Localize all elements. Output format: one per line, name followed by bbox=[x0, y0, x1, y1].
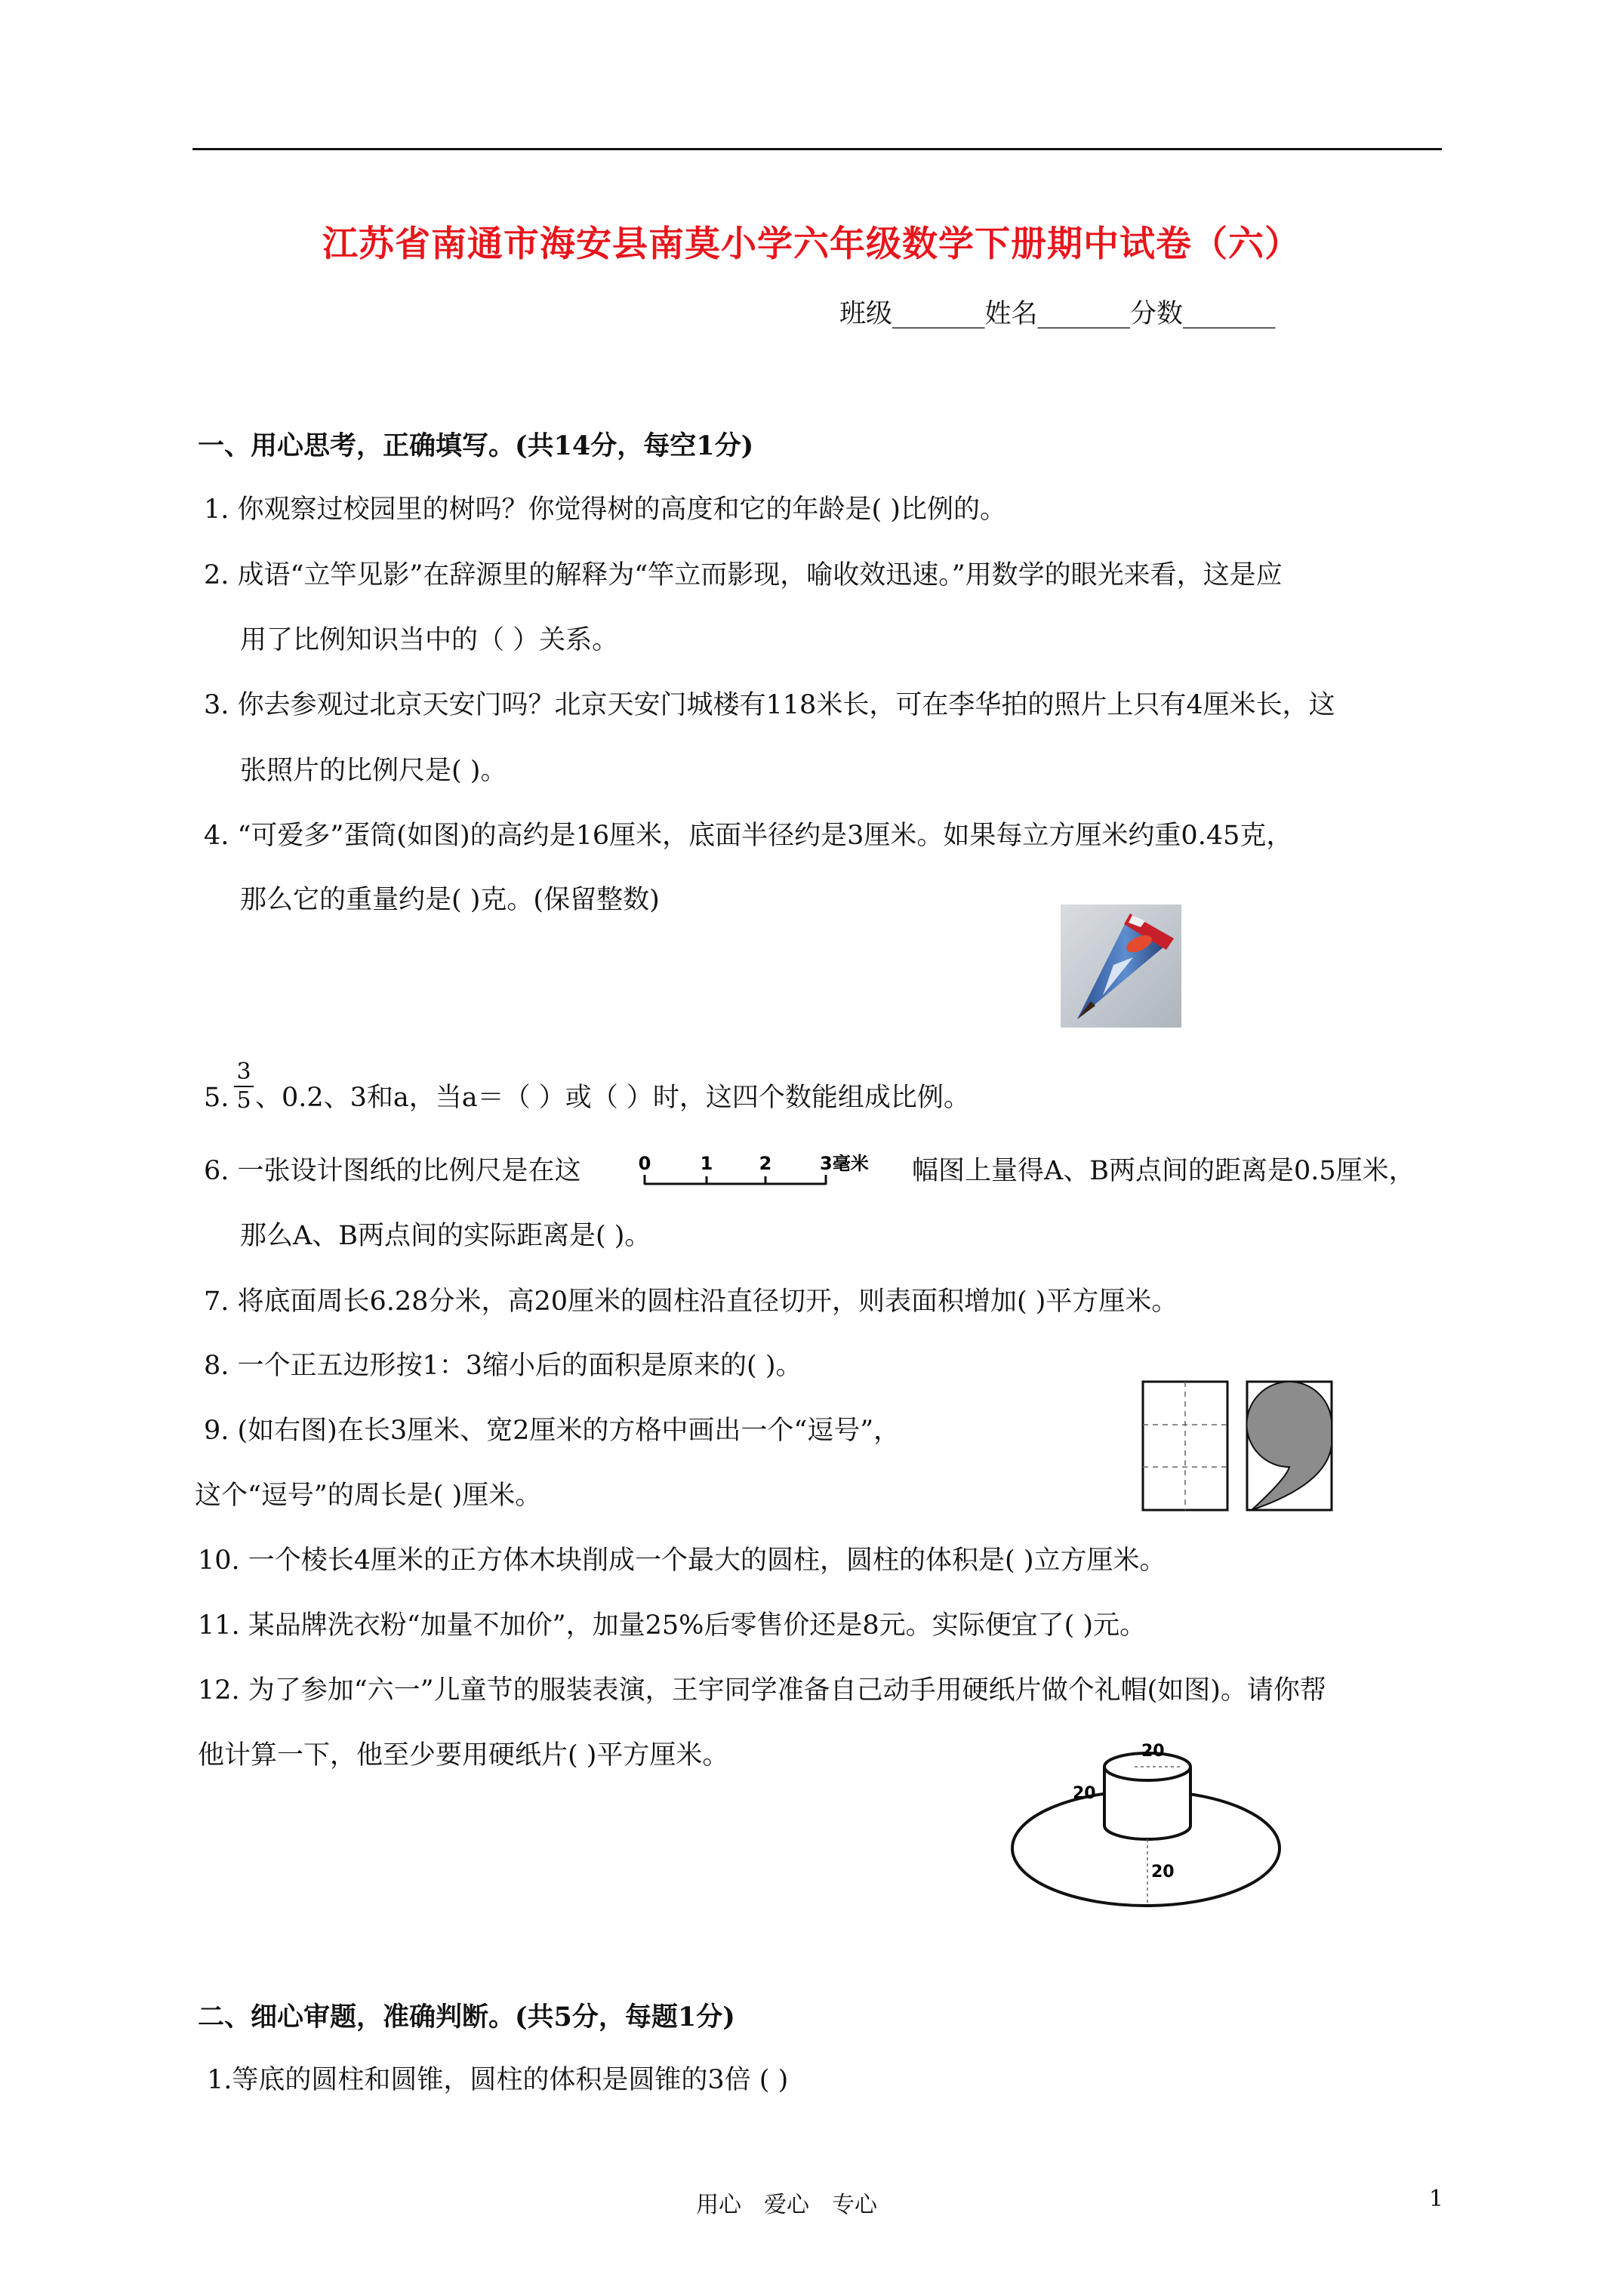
question-6-suffix: 幅图上量得A、B两点间的距离是0.5厘米， bbox=[912, 1156, 1415, 1186]
page-number: 1 bbox=[1429, 2186, 1444, 2212]
section1-heading: 一、用心思考，正确填写。(共14分，每空1分) bbox=[198, 430, 754, 461]
page-title: 江苏省南通市海安县南莫小学六年级数学下册期中试卷（六） bbox=[322, 223, 1301, 265]
scale-label-2: 2 bbox=[759, 1153, 772, 1174]
question-1: 1. 你观察过校园里的树吗？你觉得树的高度和它的年龄是( )比例的。 bbox=[204, 495, 1006, 525]
section2-heading: 二、细心审题，准确判断。(共5分，每题1分) bbox=[198, 2002, 735, 2032]
question-6-prefix: 6. 一张设计图纸的比例尺是在这 bbox=[204, 1156, 581, 1186]
question-12-line2: 他计算一下，他至少要用硬纸片( )平方厘米。 bbox=[198, 1740, 729, 1771]
scale-label-0: 0 bbox=[638, 1153, 651, 1174]
scale-bar bbox=[640, 1154, 889, 1191]
scale-label-1: 1 bbox=[700, 1153, 713, 1174]
hat-label-top: 20 bbox=[1141, 1742, 1165, 1761]
student-info: 班级_______姓名_______分数_______ bbox=[839, 299, 1276, 329]
comma-figure bbox=[1138, 1379, 1338, 1513]
question-2-line1: 2. 成语“立竿见影”在辞源里的解释为“竿立而影现，喻收效迅速。”用数学的眼光来看，这是应 bbox=[204, 560, 1283, 590]
question-5-text: 、0.2、3和a，当a＝（ ）或（ ）时，这四个数能组成比例。 bbox=[255, 1083, 970, 1113]
question-9-line1: 9. (如右图)在长3厘米、宽2厘米的方格中画出一个“逗号”， bbox=[204, 1416, 901, 1446]
question-8: 8. 一个正五边形按1：3缩小后的面积是原来的( )。 bbox=[204, 1351, 802, 1381]
question-11: 11. 某品牌洗衣粉“加量不加价”，加量25%后零售价还是8元。实际便宜了( )元。 bbox=[198, 1610, 1147, 1641]
scale-label-3: 3毫米 bbox=[820, 1153, 869, 1174]
footer-text: 用心 爱心 专心 bbox=[696, 2192, 877, 2218]
question-4-line2: 那么它的重量约是( )克。(保留整数) bbox=[240, 885, 660, 915]
question-3-line2: 张照片的比例尺是( )。 bbox=[240, 756, 507, 786]
fraction-three-fifths bbox=[234, 1060, 254, 1113]
question-12-line1: 12. 为了参加“六一”儿童节的服装表演，王宇同学准备自己动手用硬纸片做个礼帽(如图)。请你帮 bbox=[198, 1675, 1326, 1706]
question-9-line2: 这个“逗号”的周长是( )厘米。 bbox=[195, 1481, 542, 1511]
question-5-number: 5. bbox=[204, 1083, 229, 1113]
hat-figure bbox=[1008, 1737, 1287, 1910]
question-7: 7. 将底面周长6.28分米，高20厘米的圆柱沿直径切开，则表面积增加( )平方厘米。 bbox=[204, 1287, 1178, 1317]
fraction-numerator: 3 bbox=[236, 1059, 251, 1085]
hat-label-side: 20 bbox=[1073, 1784, 1096, 1803]
section2-question-1: 1.等底的圆柱和圆锥，圆柱的体积是圆锥的3倍 ( ) bbox=[207, 2065, 789, 2095]
header-rule bbox=[192, 148, 1442, 150]
question-6-line2: 那么A、B两点间的实际距离是( )。 bbox=[240, 1221, 651, 1251]
question-3-line1: 3. 你去参观过北京天安门吗？北京天安门城楼有118米长，可在李华拍的照片上只有4厘米长，这 bbox=[204, 690, 1335, 720]
hat-label-brim: 20 bbox=[1151, 1863, 1175, 1881]
question-10: 10. 一个棱长4厘米的正方体木块削成一个最大的圆柱，圆柱的体积是( )立方厘米。 bbox=[198, 1546, 1166, 1576]
question-2-line2: 用了比例知识当中的（ ）关系。 bbox=[240, 625, 619, 655]
fraction-denominator: 5 bbox=[236, 1087, 251, 1114]
ice-cream-cone-image bbox=[1061, 905, 1181, 1028]
question-4-line1: 4. “可爱多”蛋筒(如图)的高约是16厘米，底面半径约是3厘米。如果每立方厘米约重0.45克， bbox=[204, 821, 1293, 851]
